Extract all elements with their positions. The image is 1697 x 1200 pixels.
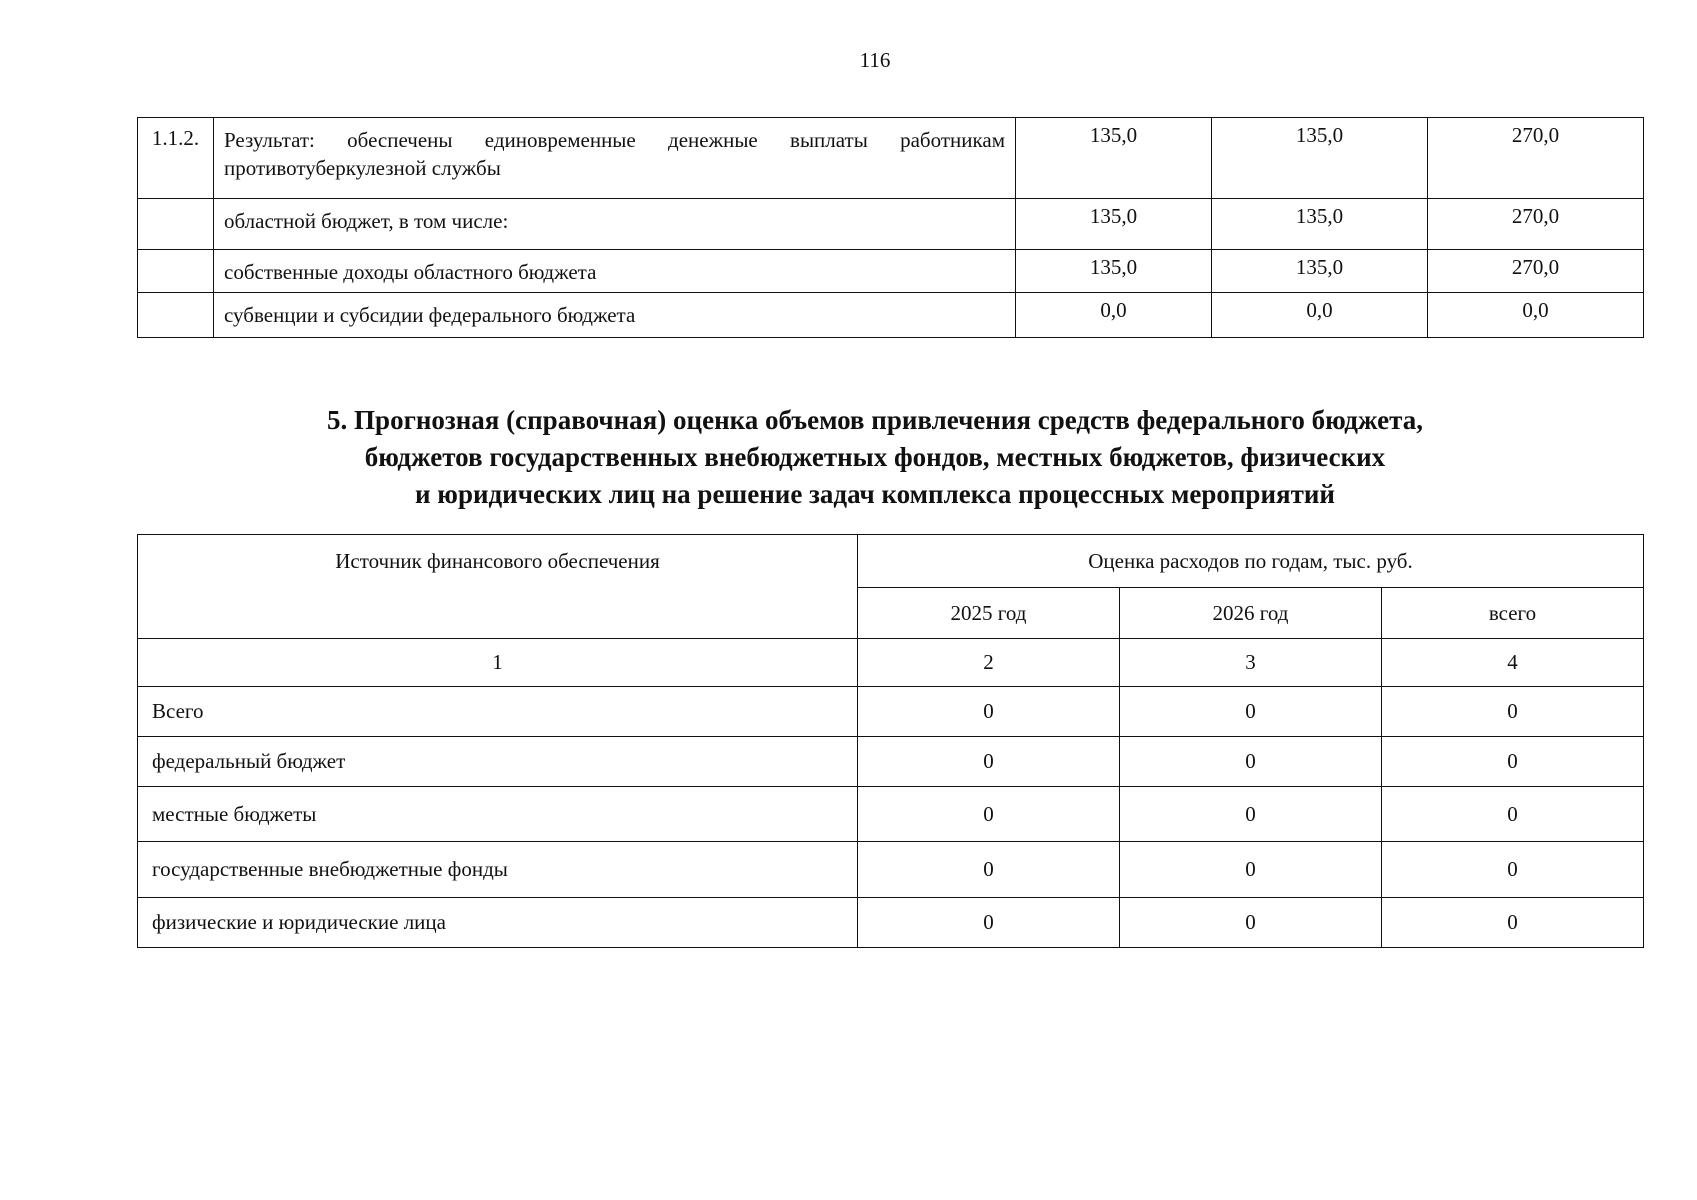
header-year: всего: [1382, 588, 1644, 639]
row-number: [138, 199, 214, 250]
value-cell: 135,0: [1212, 199, 1428, 250]
row-label: собственные доходы областного бюджета: [214, 250, 1016, 293]
value-cell: 0: [858, 787, 1120, 842]
header-estimate: Оценка расходов по годам, тыс. руб.: [858, 535, 1644, 588]
section-title-line: бюджетов государственных внебюджетных фондов, местных бюджетов, физических: [364, 442, 1386, 472]
value-cell: 0,0: [1212, 293, 1428, 338]
value-cell: 0: [858, 737, 1120, 787]
header-row: [138, 535, 1644, 588]
value-cell: 0: [858, 842, 1120, 898]
section-title-line: и юридических лиц на решение задач комплекса процессных мероприятий: [415, 479, 1335, 509]
value-cell: 135,0: [1016, 250, 1212, 293]
table-row: [138, 250, 1644, 293]
value-cell: 0,0: [1428, 293, 1644, 338]
table-row: [138, 787, 1644, 842]
row-number: [138, 250, 214, 293]
value-cell: 270,0: [1428, 199, 1644, 250]
column-number: 1: [138, 639, 858, 687]
source-label: местные бюджеты: [138, 787, 858, 842]
row-number: 1.1.2.: [138, 118, 214, 199]
value-cell: 0: [1382, 787, 1644, 842]
row-label: Результат: обеспечены единовременные денежные выплаты работникам противотуберкулезной службы: [214, 118, 1016, 199]
value-cell: 0: [1120, 687, 1382, 737]
column-number: 2: [858, 639, 1120, 687]
table-row: [138, 737, 1644, 787]
forecast-table: [137, 534, 1644, 948]
value-cell: 135,0: [1212, 250, 1428, 293]
value-cell: 135,0: [1016, 118, 1212, 199]
funding-continuation-table: [137, 117, 1644, 338]
table-row: [138, 842, 1644, 898]
value-cell: 135,0: [1016, 199, 1212, 250]
header-source: Источник финансового обеспечения: [138, 535, 858, 639]
table-row: [138, 199, 1644, 250]
value-cell: 0: [1120, 787, 1382, 842]
value-cell: 0: [1120, 898, 1382, 948]
value-cell: 0: [858, 898, 1120, 948]
header-year: 2026 год: [1120, 588, 1382, 639]
column-number: 4: [1382, 639, 1644, 687]
value-cell: 270,0: [1428, 250, 1644, 293]
page-number: 116: [859, 48, 891, 72]
value-cell: 270,0: [1428, 118, 1644, 199]
table-row: [138, 118, 1644, 199]
table-row: [138, 687, 1644, 737]
section-title-line: 5. Прогнозная (справочная) оценка объемов привлечения средств федерального бюджета,: [327, 405, 1423, 435]
value-cell: 0: [1382, 842, 1644, 898]
column-number-row: [138, 639, 1644, 687]
value-cell: 0,0: [1016, 293, 1212, 338]
table-row: [138, 898, 1644, 948]
value-cell: 0: [858, 687, 1120, 737]
source-label: физические и юридические лица: [138, 898, 858, 948]
value-cell: 0: [1382, 687, 1644, 737]
value-cell: 0: [1120, 842, 1382, 898]
section-title: [200, 402, 1550, 513]
row-label: областной бюджет, в том числе:: [214, 199, 1016, 250]
value-cell: 0: [1382, 737, 1644, 787]
source-label: Всего: [138, 687, 858, 737]
value-cell: 0: [1120, 737, 1382, 787]
table-row: [138, 293, 1644, 338]
row-label: субвенции и субсидии федерального бюджета: [214, 293, 1016, 338]
source-label: государственные внебюджетные фонды: [138, 842, 858, 898]
header-year: 2025 год: [858, 588, 1120, 639]
value-cell: 135,0: [1212, 118, 1428, 199]
column-number: 3: [1120, 639, 1382, 687]
source-label: федеральный бюджет: [138, 737, 858, 787]
value-cell: 0: [1382, 898, 1644, 948]
row-number: [138, 293, 214, 338]
